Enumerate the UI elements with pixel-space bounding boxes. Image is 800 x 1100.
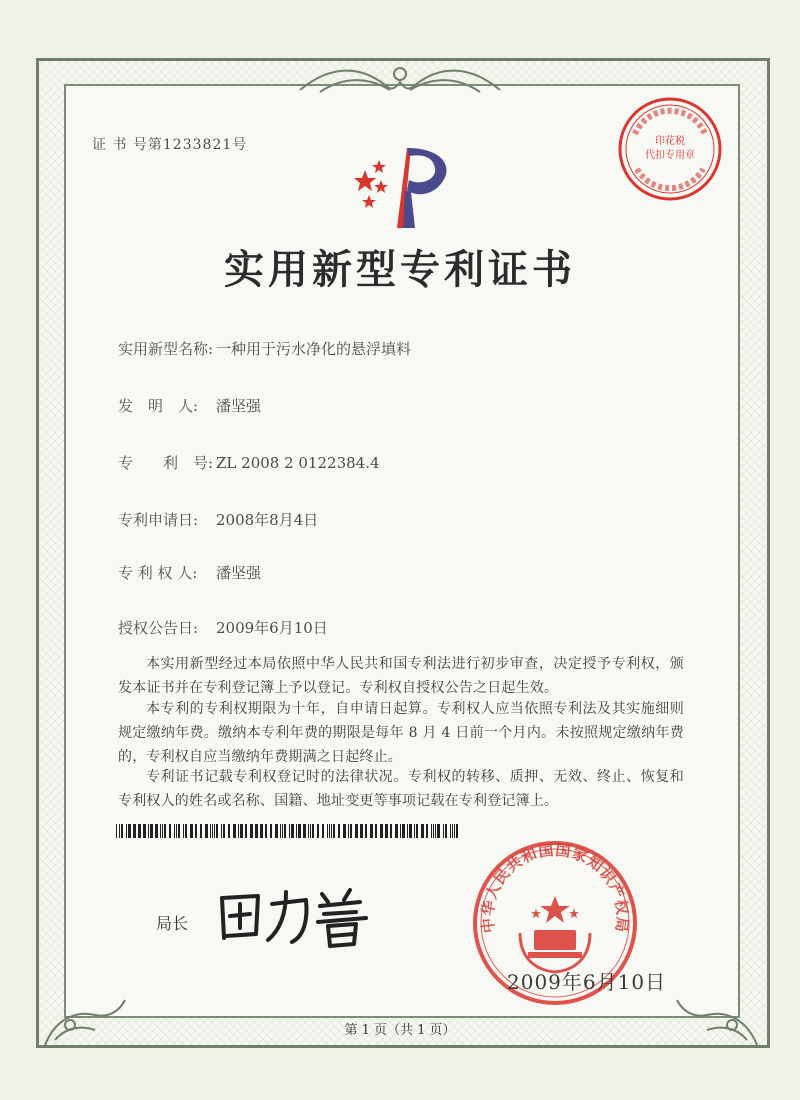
barcode-bar: [216, 824, 218, 838]
barcode-bar: [433, 824, 434, 838]
issue-date: 2009年6月10日: [507, 970, 667, 994]
barcode-bar: [437, 824, 440, 838]
barcode-bar: [333, 824, 335, 838]
barcode-bar: [282, 824, 283, 838]
barcode-bar: [270, 824, 272, 838]
barcode-bar: [435, 824, 436, 838]
barcode-bar: [322, 824, 324, 838]
barcode-bar: [223, 824, 225, 838]
field-inventor: [118, 395, 261, 416]
barcode-bar: [343, 824, 346, 838]
barcode-bar: [205, 824, 208, 838]
barcode-bar: [233, 824, 236, 838]
barcode-bar: [275, 824, 278, 838]
barcode-bar: [402, 824, 405, 838]
barcode-bar: [431, 824, 432, 838]
barcode-bar: [310, 824, 311, 838]
barcode-bar: [119, 824, 120, 838]
barcode-bar: [370, 824, 373, 838]
barcode-bar: [150, 824, 153, 838]
barcode-bar: [260, 824, 263, 838]
barcode-bar: [360, 824, 363, 838]
field-patentee: [118, 562, 261, 583]
barcode-bar: [174, 824, 175, 838]
barcode-bar: [331, 824, 332, 838]
svg-text:中华人民共和国国家知识产权局: 中华人民共和国国家知识产权局: [478, 840, 632, 934]
barcode-bar: [255, 824, 258, 838]
barcode-bar: [375, 824, 377, 838]
barcode-bar: [178, 824, 180, 838]
barcode-bar: [169, 824, 171, 838]
barcode-bar: [240, 824, 243, 838]
barcode-bar: [190, 824, 193, 838]
barcode-bar: [116, 824, 117, 838]
barcode-bar: [185, 824, 187, 838]
field-value: 一种用于污水净化的悬浮填料: [216, 340, 412, 358]
barcode-bar: [138, 824, 141, 838]
barcode-bar: [385, 824, 388, 838]
field-value: 潘坚强: [216, 397, 262, 415]
barcode-bar: [452, 824, 453, 838]
field-value: 2009年6月10日: [216, 619, 328, 637]
barcode-bar: [214, 824, 215, 838]
barcode-bar: [298, 824, 301, 838]
barcode-bar: [450, 824, 451, 838]
barcode-bar: [456, 824, 458, 838]
barcode-bar: [308, 824, 309, 838]
field-value: 潘坚强: [216, 564, 262, 582]
barcode-bar: [390, 824, 392, 838]
tax-stamp-seal: [615, 94, 725, 204]
barcode-bar: [133, 824, 136, 838]
barcode-bar: [284, 824, 286, 838]
field-label: 发 明 人:: [118, 397, 199, 415]
barcode-bar: [312, 824, 314, 838]
barcode-bar: [400, 824, 401, 838]
barcode: [116, 824, 466, 838]
barcode-bar: [289, 824, 290, 838]
barcode-bar: [355, 824, 358, 838]
barcode-bar: [228, 824, 230, 838]
barcode-bar: [183, 824, 184, 838]
certificate-title: 实用新型专利证书: [224, 246, 576, 293]
svg-text:印花税: 印花税: [655, 136, 685, 147]
barcode-bar: [416, 824, 418, 838]
barcode-bar: [176, 824, 177, 838]
barcode-bar: [200, 824, 202, 838]
page-number: 第 1 页（共 1 页）: [344, 1023, 456, 1038]
field-value: ZL 2008 2 0122384.4: [216, 454, 380, 472]
field-label: 专 利 权 人:: [118, 564, 198, 582]
field-label: 专 利 号:: [118, 454, 214, 472]
barcode-bar: [221, 824, 222, 838]
barcode-bar: [426, 824, 428, 838]
body-paragraph: 本专利的专利权期限为十年，自申请日起算。专利权人应当依照专利法及其实施细则规定缴纳年费。缴纳本专利年费的期限是每年 8 月 4 日前一个月内。未按照规定缴纳年费的，专利权自应当缴纳年费期满之日起终止。: [118, 701, 684, 765]
barcode-bar: [454, 824, 455, 838]
barcode-bar: [291, 824, 294, 838]
top-ornament: [290, 60, 510, 104]
barcode-bar: [407, 824, 408, 838]
barcode-bar: [250, 824, 253, 838]
field-label: 授权公告日:: [118, 619, 199, 637]
barcode-bar: [380, 824, 383, 838]
barcode-bar: [162, 824, 163, 838]
barcode-bar: [148, 824, 149, 838]
field-utility-model-name: [118, 338, 411, 359]
barcode-bar: [195, 824, 197, 838]
barcode-bar: [164, 824, 166, 838]
barcode-bar: [128, 824, 131, 838]
barcode-bar: [160, 824, 161, 838]
barcode-bar: [210, 824, 211, 838]
body-paragraph: 本实用新型经过本局依照中华人民共和国专利法进行初步审查，决定授予专利权，颁发本证书并在专利登记簿上予以登记。专利权自授权公告之日起生效。: [118, 656, 684, 696]
barcode-bar: [445, 824, 447, 838]
barcode-bar: [409, 824, 412, 838]
barcode-bar: [350, 824, 352, 838]
barcode-bar: [143, 824, 146, 838]
barcode-bar: [317, 824, 319, 838]
barcode-bar: [365, 824, 367, 838]
barcode-bar: [348, 824, 349, 838]
barcode-bar: [443, 824, 444, 838]
barcode-bar: [421, 824, 424, 838]
barcode-bar: [395, 824, 398, 838]
cnipa-logo-icon: [345, 140, 465, 230]
barcode-bar: [296, 824, 297, 838]
svg-text:代扣专用章: 代扣专用章: [645, 150, 695, 161]
field-patent-number: [118, 452, 380, 473]
field-value: 2008年8月4日: [216, 511, 319, 529]
barcode-bar: [303, 824, 306, 838]
field-application-date: [118, 509, 318, 530]
barcode-bar: [238, 824, 239, 838]
director-label: 局长: [156, 914, 189, 933]
barcode-bar: [280, 824, 281, 838]
field-label: 实用新型名称:: [118, 340, 214, 358]
barcode-bar: [338, 824, 340, 838]
certificate-number: 证 书 号第1233821号: [92, 137, 248, 153]
barcode-bar: [414, 824, 415, 838]
director-signature: [210, 880, 380, 950]
barcode-bar: [121, 824, 123, 838]
barcode-bar: [265, 824, 267, 838]
field-grant-date: [118, 617, 328, 638]
barcode-bar: [212, 824, 213, 838]
barcode-bar: [155, 824, 158, 838]
barcode-bar: [126, 824, 127, 838]
barcode-bar: [327, 824, 328, 838]
barcode-bar: [245, 824, 247, 838]
field-label: 专利申请日:: [118, 511, 199, 529]
barcode-bar: [329, 824, 330, 838]
body-paragraph: 专利证书记载专利权登记时的法律状况。专利权的转移、质押、无效、终止、恢复和专利权人的姓名或名称、国籍、地址变更等事项记载在专利登记簿上。: [118, 769, 684, 809]
